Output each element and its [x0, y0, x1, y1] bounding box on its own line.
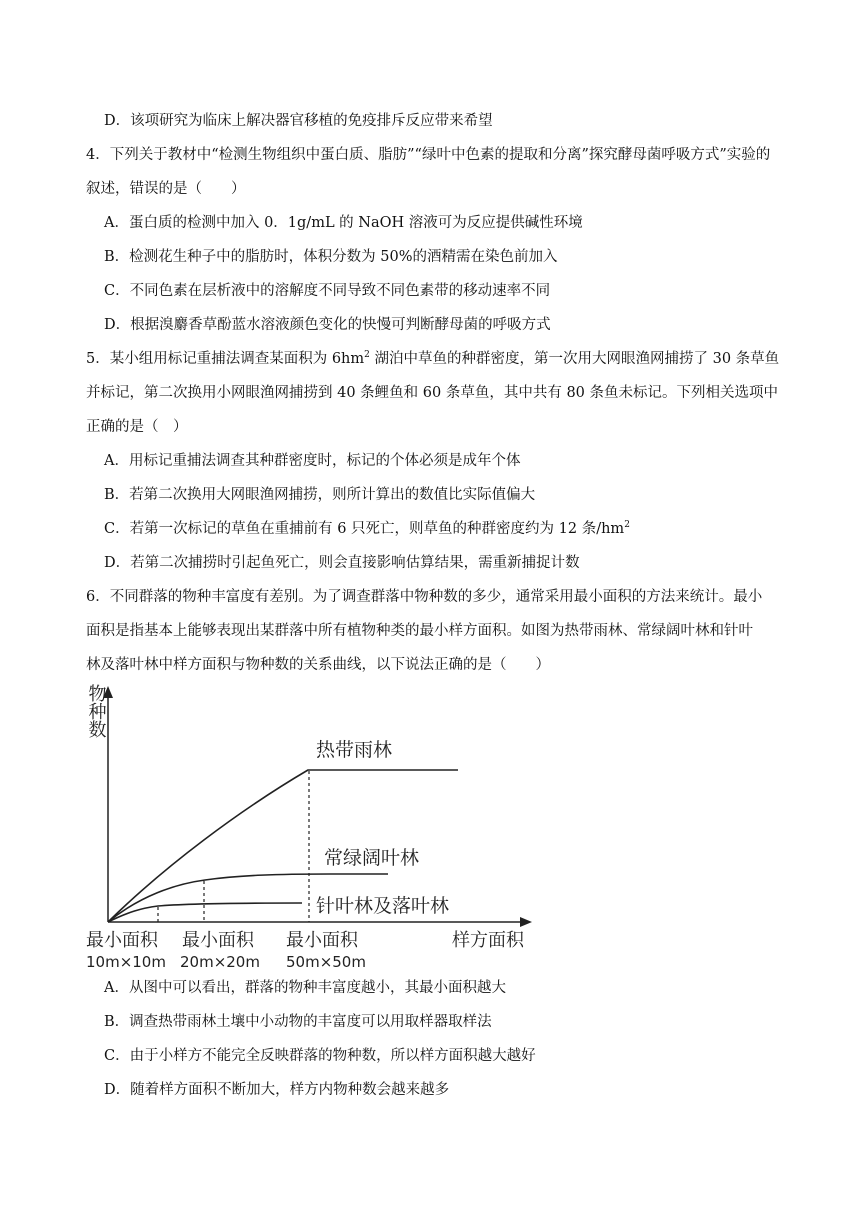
question-6-option-b: B．调查热带雨林土壤中小动物的丰富度可以用取样器取样法: [104, 1014, 492, 1030]
question-4-stem-line-2: 叙述，错误的是（ ）: [86, 181, 246, 197]
x-tick-label-2-line-2: 20m×20m: [180, 953, 260, 971]
x-tick-label-3-line-2: 50m×50m: [286, 953, 366, 971]
series-line-coniferous-deciduous: [108, 903, 302, 922]
question-6-stem-line-3: 林及落叶林中样方面积与物种数的关系曲线，以下说法正确的是（ ）: [86, 657, 550, 673]
y-axis-label: 物种数: [85, 684, 107, 738]
question-4-stem-line-1: 4．下列关于教材中“检测生物组织中蛋白质、脂肪”“绿叶中色素的提取和分离”探究酵母菌呼吸方式”实验的: [86, 147, 771, 163]
q5-text-pre: 5．某小组用标记重捕法调查某面积为 6hm: [86, 351, 365, 367]
question-3-option-d: D．该项研究为临床上解决器官移植的免疫排斥反应带来希望: [104, 113, 493, 129]
question-5-stem-line-1: [86, 349, 779, 369]
x-tick-label-2-line-1: 最小面积: [182, 930, 254, 951]
x-axis-arrow: [520, 917, 532, 927]
question-6-option-c: C．由于小样方不能完全反映群落的物种数，所以样方面积越大越好: [104, 1048, 536, 1064]
question-6-option-d: D．随着样方面积不断加大，样方内物种数会越来越多: [104, 1082, 450, 1098]
question-6-stem-line-2: 面积是指基本上能够表现出某群落中所有植物种类的最小样方面积。如图为热带雨林、常绿阔叶林和针叶: [86, 623, 753, 639]
q5c-superscript: 2: [624, 520, 630, 531]
series-label-coniferous-deciduous: 针叶林及落叶林: [316, 895, 450, 917]
x-axis-label: 样方面积: [452, 930, 524, 951]
question-5-stem-line-2: 并标记，第二次换用小网眼渔网捕捞到 40 条鲤鱼和 60 条草鱼，其中共有 80 条鱼未标记。下列相关选项中: [86, 385, 779, 401]
q5-superscript: 2: [364, 350, 370, 361]
question-4-option-a: A．蛋白质的检测中加入 0．1g/mL 的 NaOH 溶液可为反应提供碱性环境: [104, 215, 583, 231]
x-tick-label-1-line-1: 最小面积: [86, 930, 158, 951]
series-label-tropical-rainforest: 热带雨林: [316, 739, 393, 761]
question-5-option-b: B．若第二次换用大网眼渔网捕捞，则所计算出的数值比实际值偏大: [104, 487, 536, 503]
x-tick-label-3-line-1: 最小面积: [286, 930, 358, 951]
question-6-option-a: A．从图中可以看出，群落的物种丰富度越小，其最小面积越大: [104, 980, 506, 996]
question-4-option-b: B．检测花生种子中的脂肪时，体积分数为 50%的酒精需在染色前加入: [104, 249, 558, 265]
question-4-option-d: D．根据溴麝香草酚蓝水溶液颜色变化的快慢可判断酵母菌的呼吸方式: [104, 317, 551, 333]
question-5-option-c: [104, 519, 630, 539]
question-5-option-a: A．用标记重捕法调查其种群密度时，标记的个体必须是成年个体: [104, 453, 521, 469]
question-5-option-d: D．若第二次捕捞时引起鱼死亡，则会直接影响估算结果，需重新捕捉计数: [104, 555, 580, 571]
q5-text-post: 湖泊中草鱼的种群密度，第一次用大网眼渔网捕捞了 30 条草鱼: [369, 351, 780, 367]
x-tick-label-1-line-2: 10m×10m: [86, 953, 166, 971]
question-6-stem-line-1: 6．不同群落的物种丰富度有差别。为了调查群落中物种数的多少，通常采用最小面积的方法来统计。最小: [86, 589, 763, 605]
q5c-text: C．若第一次标记的草鱼在重捕前有 6 只死亡，则草鱼的种群密度约为 12 条/hm: [104, 521, 625, 537]
series-label-evergreen-broadleaf: 常绿阔叶林: [324, 847, 420, 869]
species-area-chart: [80, 678, 540, 972]
question-4-option-c: C．不同色素在层析液中的溶解度不同导致不同色素带的移动速率不同: [104, 283, 551, 299]
question-5-stem-line-3: 正确的是（ ）: [86, 419, 188, 435]
